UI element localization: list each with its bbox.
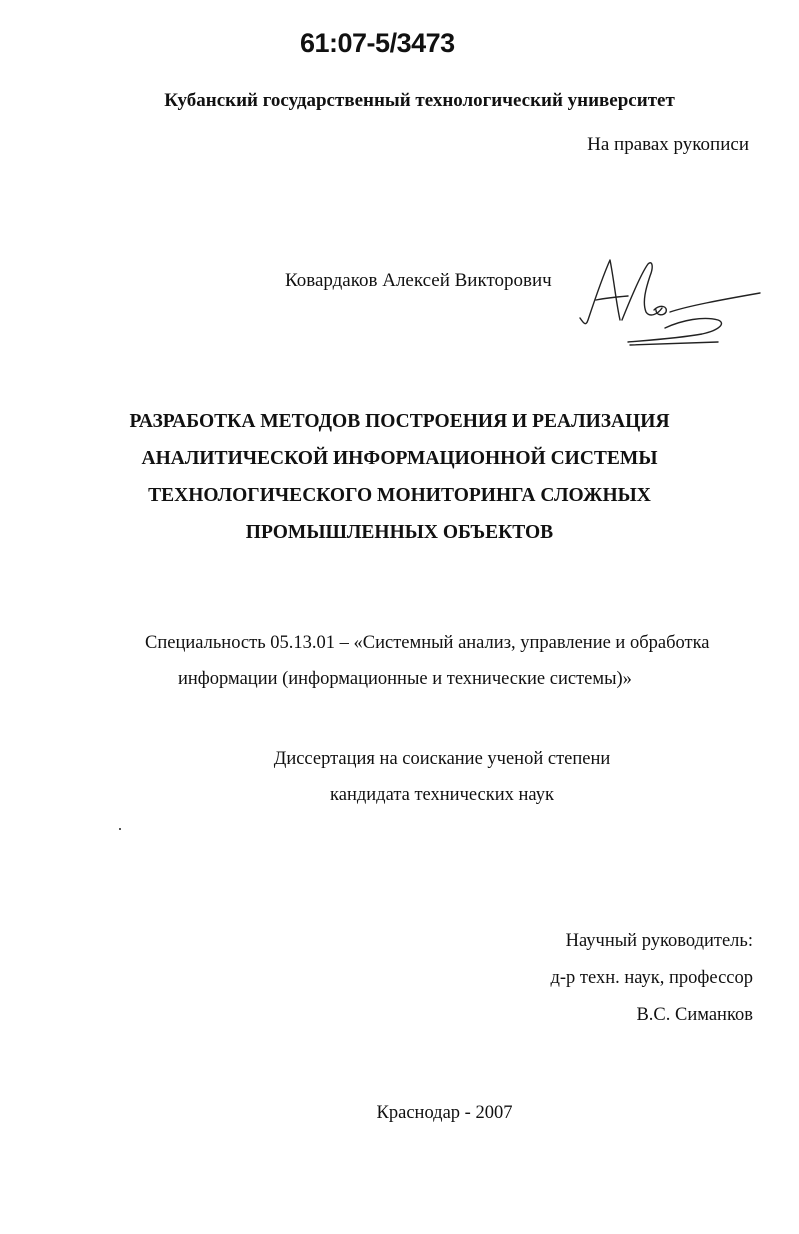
catalog-number: 61:07-5/3473 — [300, 28, 455, 58]
author-signature — [570, 250, 770, 355]
degree-line: Диссертация на соискание ученой степени — [273, 749, 611, 769]
supervisor-block — [550, 923, 753, 1034]
title-line: АНАЛИТИЧЕСКОЙ ИНФОРМАЦИОННОЙ СИСТЕМЫ — [141, 448, 658, 469]
supervisor-degree: д-р техн. наук, профессор — [550, 968, 753, 988]
specialty-line-2: информации (информационные и технические системы)» — [178, 669, 632, 689]
city-year: Краснодар - 2007 — [376, 1103, 513, 1123]
author-name: Ковардаков Алексей Викторович — [285, 270, 552, 291]
manuscript-rights-note: На правах рукописи — [587, 134, 749, 155]
specialty-line-1: Специальность 05.13.01 – «Системный анализ, управление и обработка — [145, 633, 710, 653]
dissertation-degree — [0, 741, 799, 813]
title-line: ТЕХНОЛОГИЧЕСКОГО МОНИТОРИНГА СЛОЖНЫХ — [148, 485, 651, 506]
scan-speck — [119, 828, 121, 830]
title-line: РАЗРАБОТКА МЕТОДОВ ПОСТРОЕНИЯ И РЕАЛИЗАЦИЯ — [129, 411, 670, 432]
supervisor-label: Научный руководитель: — [565, 931, 753, 951]
supervisor-name: В.С. Симанков — [636, 1005, 753, 1025]
degree-line: кандидата технических наук — [330, 785, 554, 805]
university-name: Кубанский государственный технологический университет — [164, 90, 675, 111]
dissertation-title — [0, 403, 799, 551]
title-line: ПРОМЫШЛЕННЫХ ОБЪЕКТОВ — [245, 522, 554, 543]
